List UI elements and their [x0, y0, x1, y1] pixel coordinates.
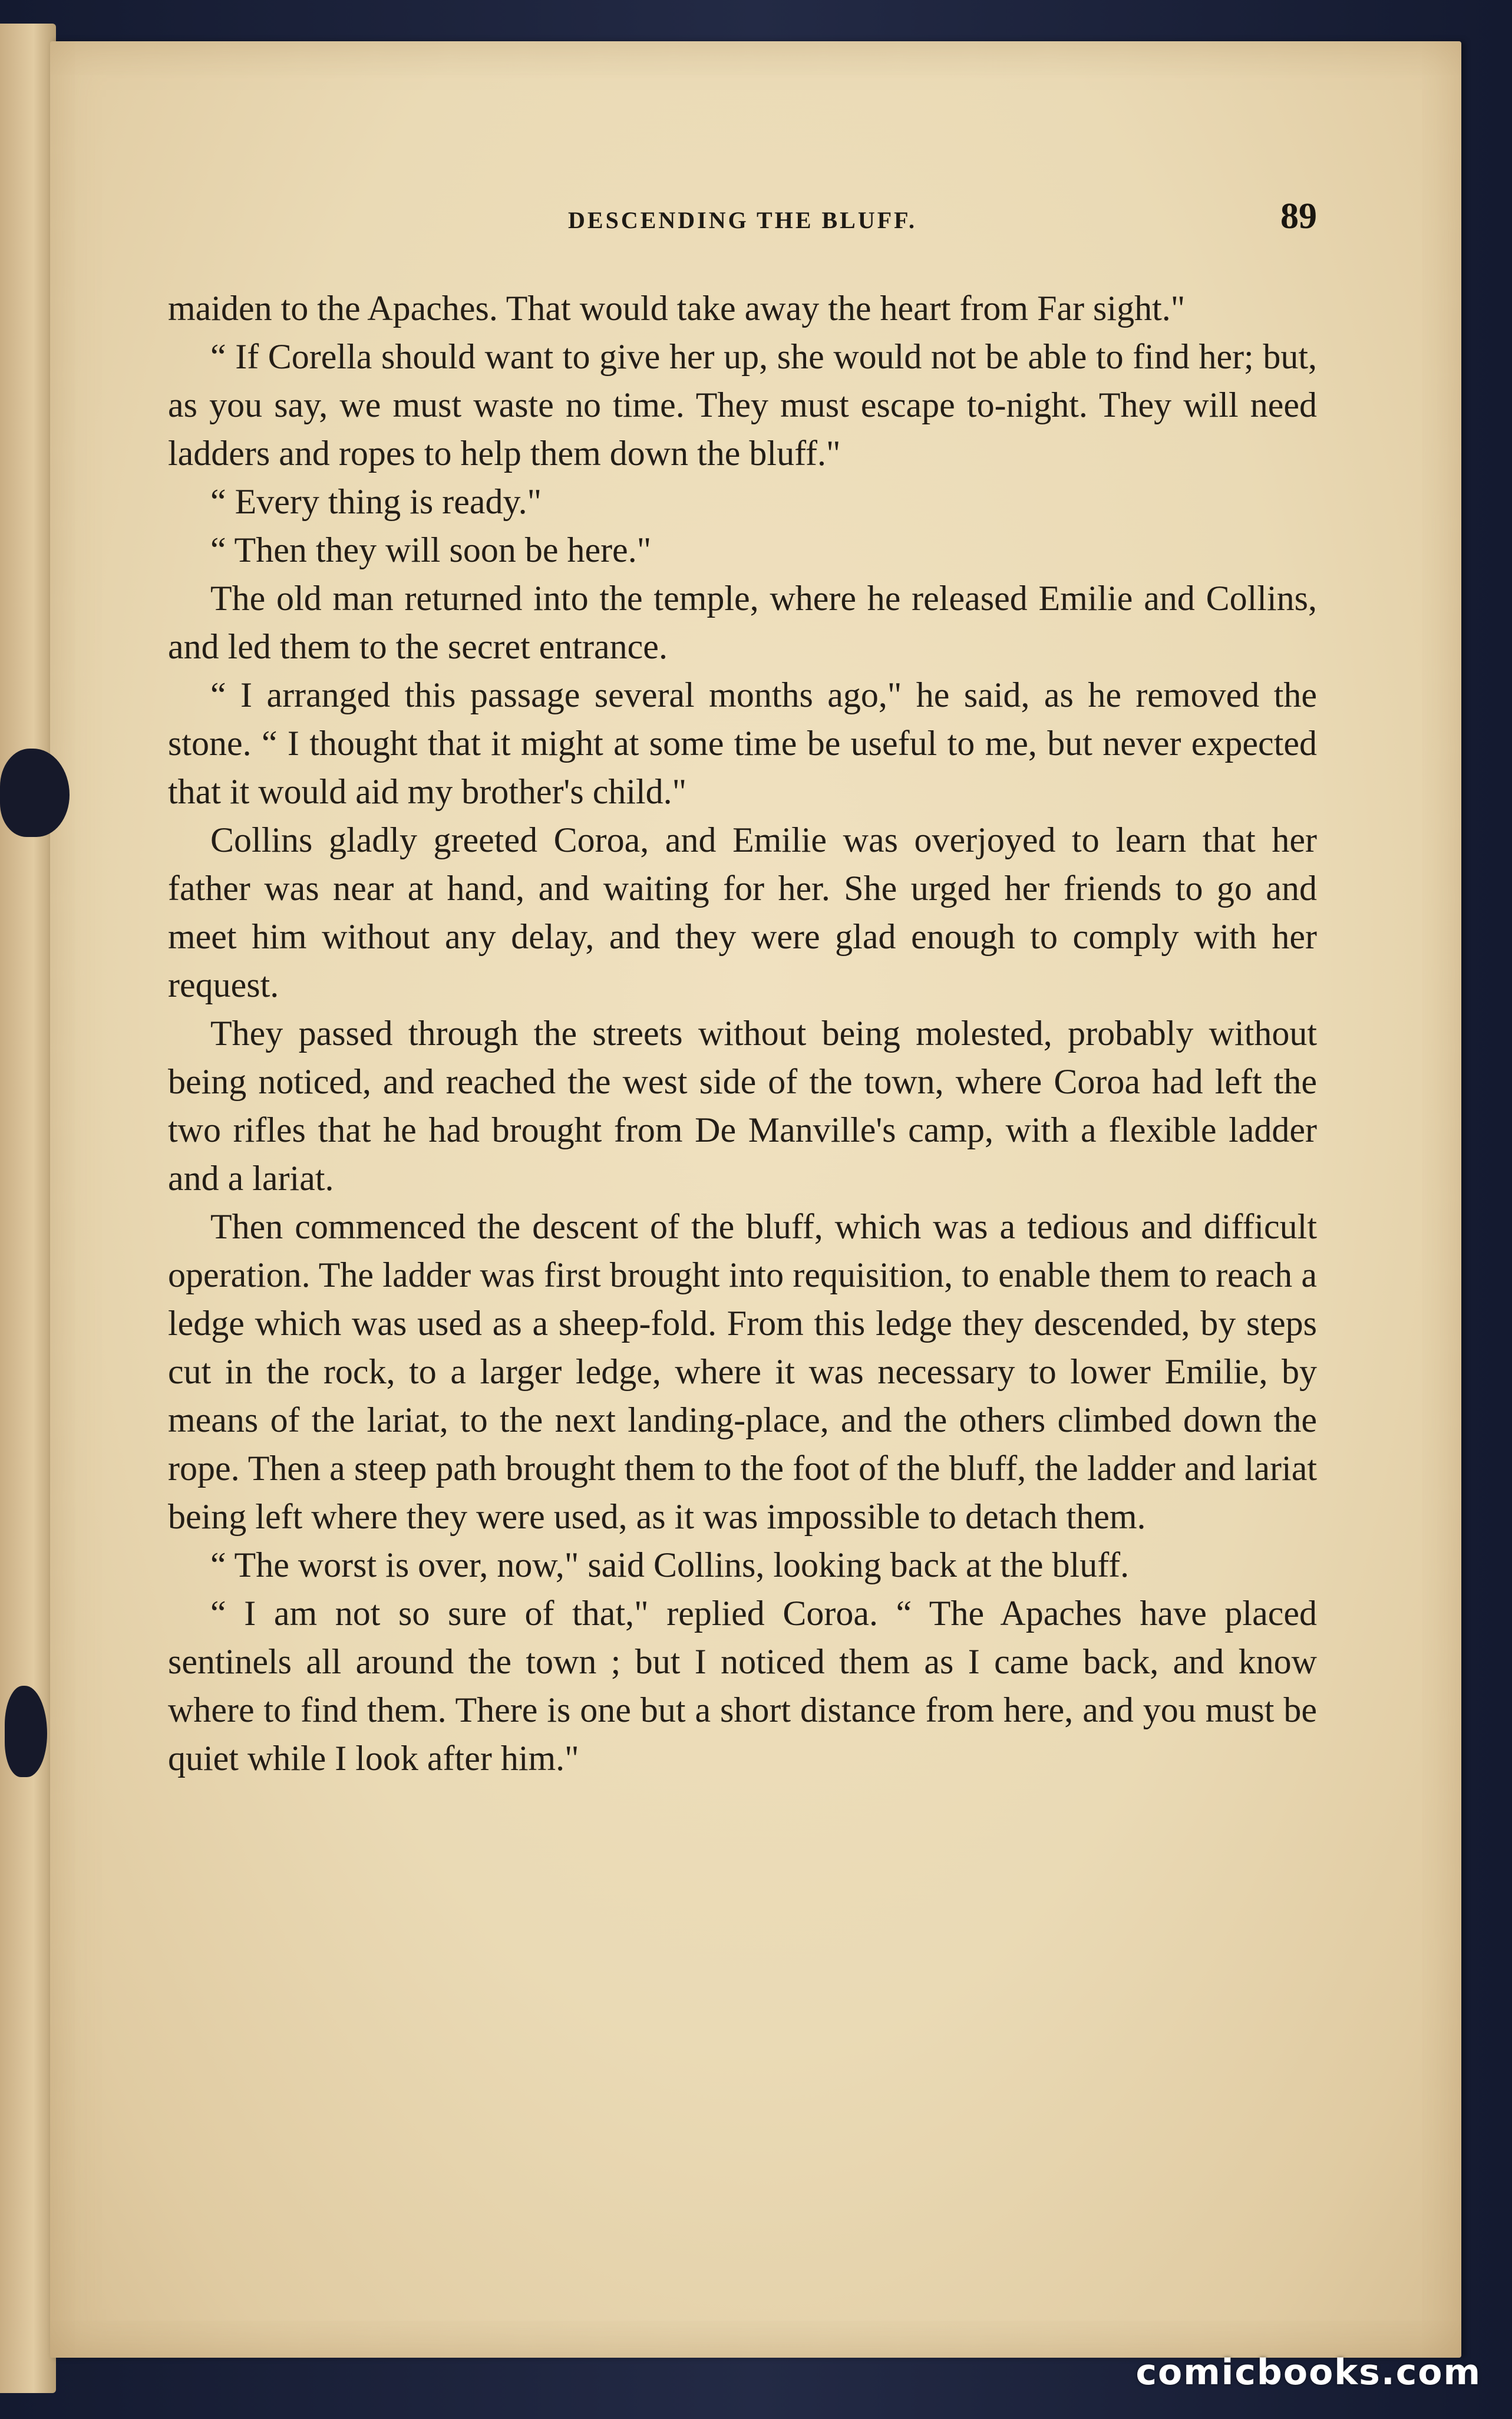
paragraph: “ Then they will soon be here." [210, 530, 652, 569]
watermark: comicbooks.com [1135, 2352, 1481, 2393]
paragraph: The old man returned into the temple, where he released Emilie and Collins, and led them to the secret entrance. [168, 579, 1317, 666]
paragraph: maiden to the Apaches. That would take away the heart from Far sight." [168, 289, 1186, 328]
paragraph: “ Every thing is ready." [210, 482, 542, 521]
paragraph: Then commenced the descent of the bluff, which was a tedious and difficult operation. The ladder was first brought into requisition, to enable them to reach a ledge which was used as a sheep-fold. From this ledge they descended, by steps cut in the rock, to a larger ledge, where it was necessary to lower Emilie, by means of the lariat, to the next landing-place, and the others climbed down the rope. Then a steep path brought them to the foot of the bluff, the ladder and lariat being left where they were used, as it was impossible to detach them. [168, 1207, 1317, 1536]
paragraph: “ If Corella should want to give her up, she would not be able to find her; but, as you say, we must waste no time. They must escape to-night. They will need ladders and ropes to help them down the bluff." [168, 337, 1317, 473]
paragraph: “ The worst is over, now," said Collins, looking back at the bluff. [210, 1545, 1130, 1584]
book-page [50, 41, 1461, 2358]
paragraph: “ I am not so sure of that," replied Coroa. “ The Apaches have placed sentinels all around the town ; but I noticed them as I came back, and know where to find them. There is one but a short distance from here, and you must be quiet while I look after him." [168, 1594, 1317, 1778]
paragraph: They passed through the streets without being molested, probably without being noticed, and reached the west side of the town, where Coroa had left the two rifles that he had brought from De Manville's camp, with a flexible ladder and a lariat. [168, 1014, 1317, 1198]
paragraph: Collins gladly greeted Coroa, and Emilie was overjoyed to learn that her father was near at hand, and waiting for her. She urged her friends to go and meet him without any delay, and they were glad enough to comply with her request. [168, 820, 1317, 1004]
page-number: 89 [1280, 196, 1317, 236]
left-page-edge [0, 24, 56, 2393]
paragraph: “ I arranged this passage several months ago," he said, as he removed the stone. “ I thought that it might at some time be useful to me, but never expected that it would aid my brother's child." [168, 675, 1317, 811]
body-text [168, 284, 1317, 1782]
running-head: DESCENDING THE BLUFF. [568, 207, 917, 233]
